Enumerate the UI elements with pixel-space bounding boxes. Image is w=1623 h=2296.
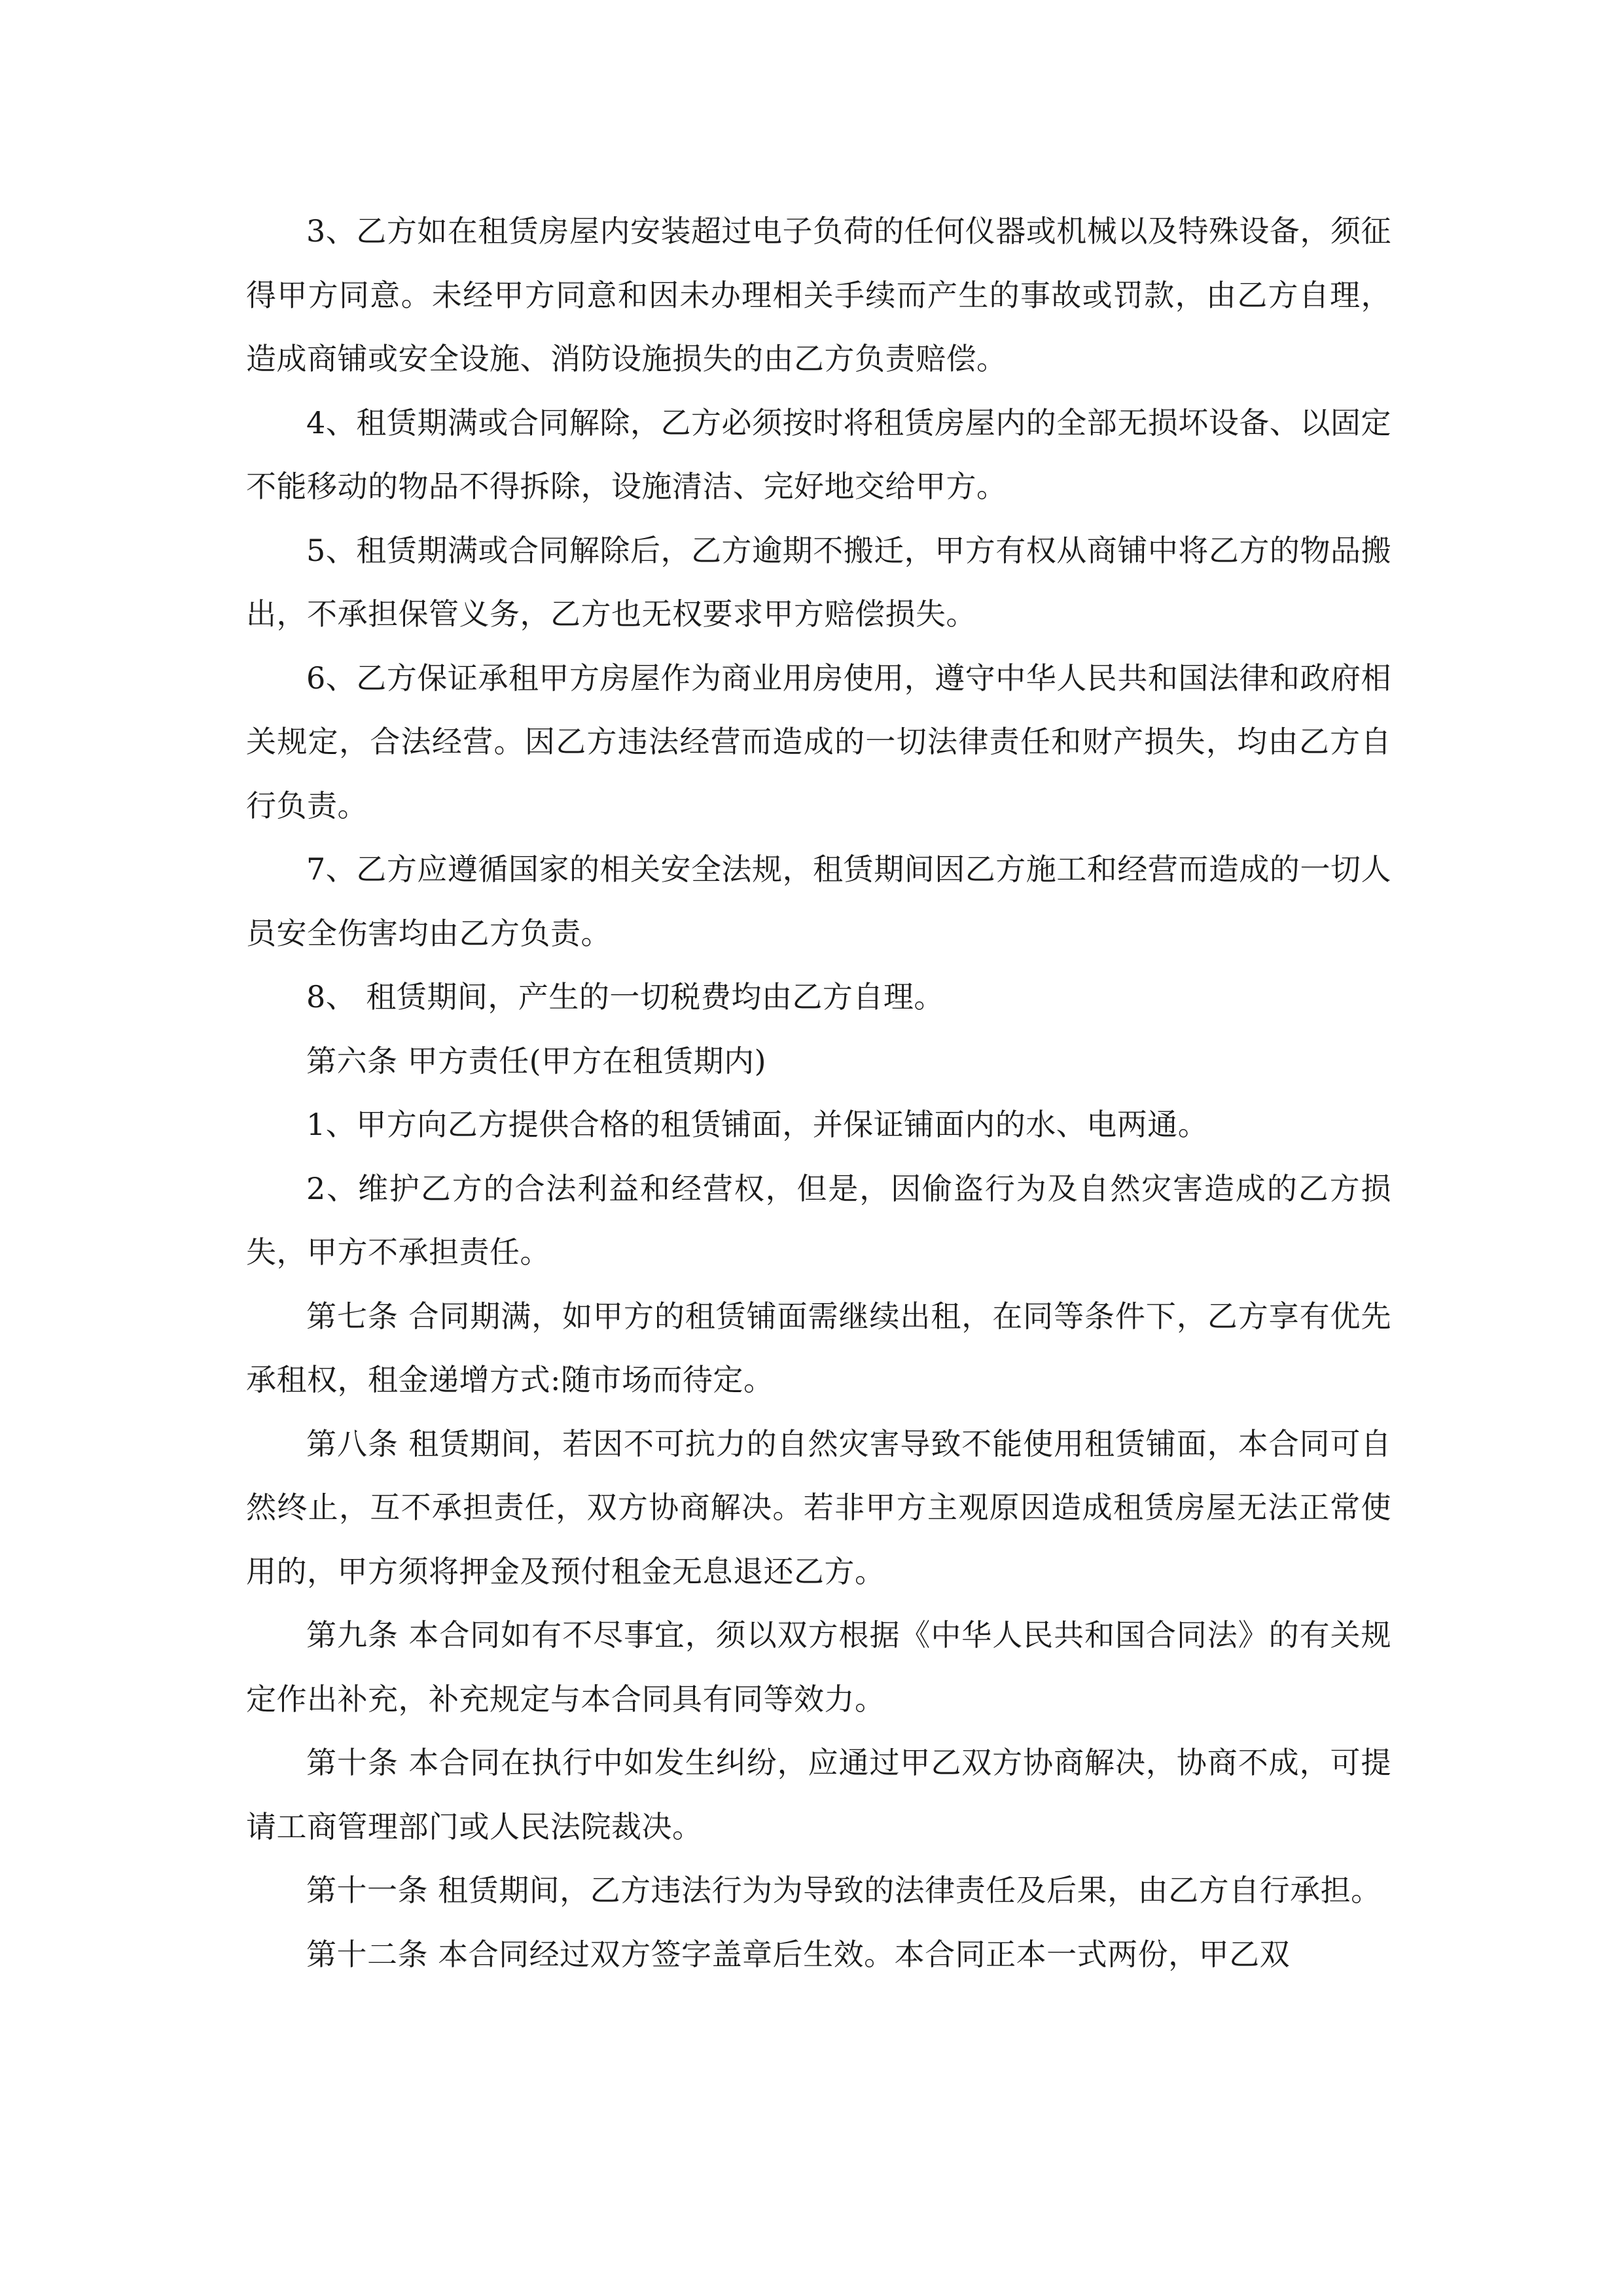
- article-6-item-1: 1、甲方向乙方提供合格的租赁铺面，并保证铺面内的水、电两通。: [306, 1107, 1209, 1142]
- clause-6-lawful-use: 6、乙方保证承租甲方房屋作为商业用房使用，遵守中华人民共和国法律和政府相关规定，合法经营。因乙方违法经营而造成的一切法律责任和财产损失，均由乙方自行负责。: [246, 660, 1391, 823]
- clause-4-handover: 4、租赁期满或合同解除，乙方必须按时将租赁房屋内的全部无损坏设备、以固定不能移动的物品不得拆除，设施清洁、完好地交给甲方。: [246, 404, 1391, 504]
- article-6-heading: 第六条 甲方责任(甲方在租赁期内): [306, 1043, 767, 1079]
- article-8: 第八条 租赁期间，若因不可抗力的自然灾害导致不能使用租赁铺面，本合同可自然终止，互不承担责任，双方协商解决。若非甲方主观原因造成租赁房屋无法正常使用的，甲方须将押金及预付租金无息退还乙方。: [246, 1426, 1391, 1589]
- article-6-item-2: 2、维护乙方的合法利益和经营权，但是，因偷盗行为及自然灾害造成的乙方损失，甲方不承担责任。: [246, 1170, 1391, 1270]
- clause-5-overdue-removal: 5、租赁期满或合同解除后，乙方逾期不搬迁，甲方有权从商铺中将乙方的物品搬出，不承担保管义务，乙方也无权要求甲方赔偿损失。: [246, 532, 1391, 632]
- article-10: 第十条 本合同在执行中如发生纠纷，应通过甲乙双方协商解决，协商不成，可提请工商管理部门或人民法院裁决。: [246, 1745, 1391, 1844]
- contract-body: [246, 200, 1391, 1986]
- article-11: 第十一条 租赁期间，乙方违法行为为导致的法律责任及后果，由乙方自行承担。: [306, 1873, 1382, 1908]
- article-9: 第九条 本合同如有不尽事宜，须以双方根据《中华人民共和国合同法》的有关规定作出补充，补充规定与本合同具有同等效力。: [246, 1617, 1391, 1717]
- clause-7-safety: 7、乙方应遵循国家的相关安全法规，租赁期间因乙方施工和经营而造成的一切人员安全伤害均由乙方负责。: [246, 852, 1391, 951]
- clause-8-taxes: 8、 租赁期间，产生的一切税费均由乙方自理。: [306, 979, 944, 1014]
- article-7: 第七条 合同期满，如甲方的租赁铺面需继续出租，在同等条件下，乙方享有优先承租权，租金递增方式:随市场而待定。: [246, 1298, 1391, 1397]
- clause-3-equipment: 3、乙方如在租赁房屋内安装超过电子负荷的任何仪器或机械以及特殊设备，须征得甲方同意。未经甲方同意和因未办理相关手续而产生的事故或罚款，由乙方自理，造成商铺或安全设施、消防设施损失的由乙方负责赔偿。: [246, 213, 1391, 376]
- article-12: 第十二条 本合同经过双方签字盖章后生效。本合同正本一式两份，甲乙双: [306, 1936, 1291, 1972]
